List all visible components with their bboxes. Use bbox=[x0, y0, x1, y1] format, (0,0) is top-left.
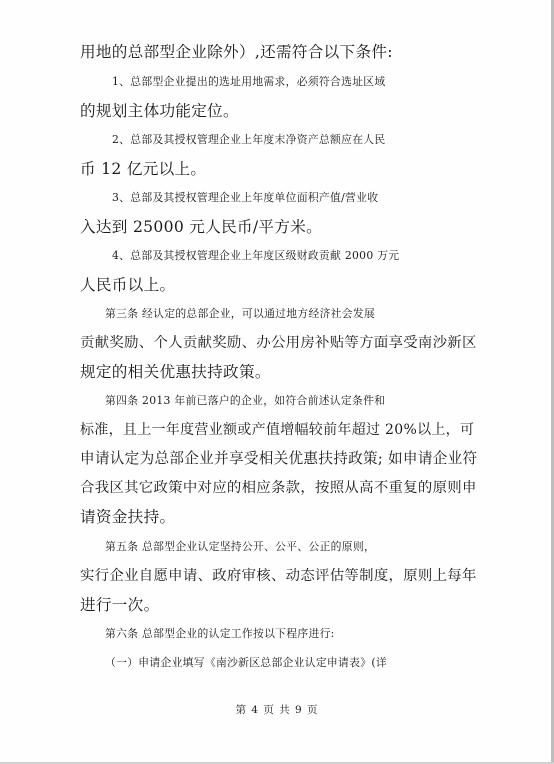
text-line: 合我区其它政策中对应的相应条款，按照从高不重复的原则申 bbox=[80, 480, 477, 496]
text-line: 第四条 2013 年前已落户的企业，如符合前述认定条件和 bbox=[105, 394, 386, 407]
text-line: 标准，且上一年度营业额或产值增幅较前年超过 20%以上，可 bbox=[80, 422, 475, 438]
text-line: 用地的总部型企业除外）,还需符合以下条件: bbox=[80, 43, 393, 61]
text-line: 贡献奖励、个人贡献奖励、办公用房补贴等方面享受南沙新区 bbox=[80, 335, 477, 351]
text-line: 的规划主体功能定位。 bbox=[80, 102, 239, 120]
text-line: 人民币以上。 bbox=[80, 276, 176, 294]
text-line: 4、总部及其授权管理企业上年度区级财政贡献 2000 万元 bbox=[112, 249, 400, 262]
text-line: 2、总部及其授权管理企业上年度末净资产总额应在人民 bbox=[112, 133, 386, 146]
text-line: 第三条 经认定的总部企业，可以通过地方经济社会发展 bbox=[105, 307, 376, 320]
page-number-footer: 第 4 页 共 9 页 bbox=[235, 704, 319, 716]
text-line: 进行一次。 bbox=[80, 596, 160, 614]
text-line: 申请认定为总部企业并享受相关优惠扶持政策; 如申请企业符 bbox=[80, 450, 478, 467]
text-line: 1、总部型企业提出的选址用地需求，必须符合选址区域 bbox=[112, 75, 386, 88]
text-line: 3、总部及其授权管理企业上年度单位面积产值/营业收 bbox=[112, 191, 379, 204]
text-line: 第六条 总部型企业的认定工作按以下程序进行: bbox=[105, 627, 335, 640]
text-line: （一）申请企业填写《南沙新区总部企业认定申请表》(详 bbox=[105, 656, 387, 669]
text-line: 规定的相关优惠扶持政策。 bbox=[80, 363, 271, 381]
text-line: 币 12 亿元以上。 bbox=[80, 160, 207, 178]
text-line: 第五条 总部型企业认定坚持公开、公平、公正的原则， bbox=[105, 540, 376, 553]
text-line: 请资金扶持。 bbox=[80, 508, 176, 526]
text-line: 实行企业自愿申请、政府审核、动态评估等制度，原则上每年 bbox=[80, 568, 477, 584]
text-line: 入达到 25000 元人民币/平方米。 bbox=[80, 218, 323, 236]
